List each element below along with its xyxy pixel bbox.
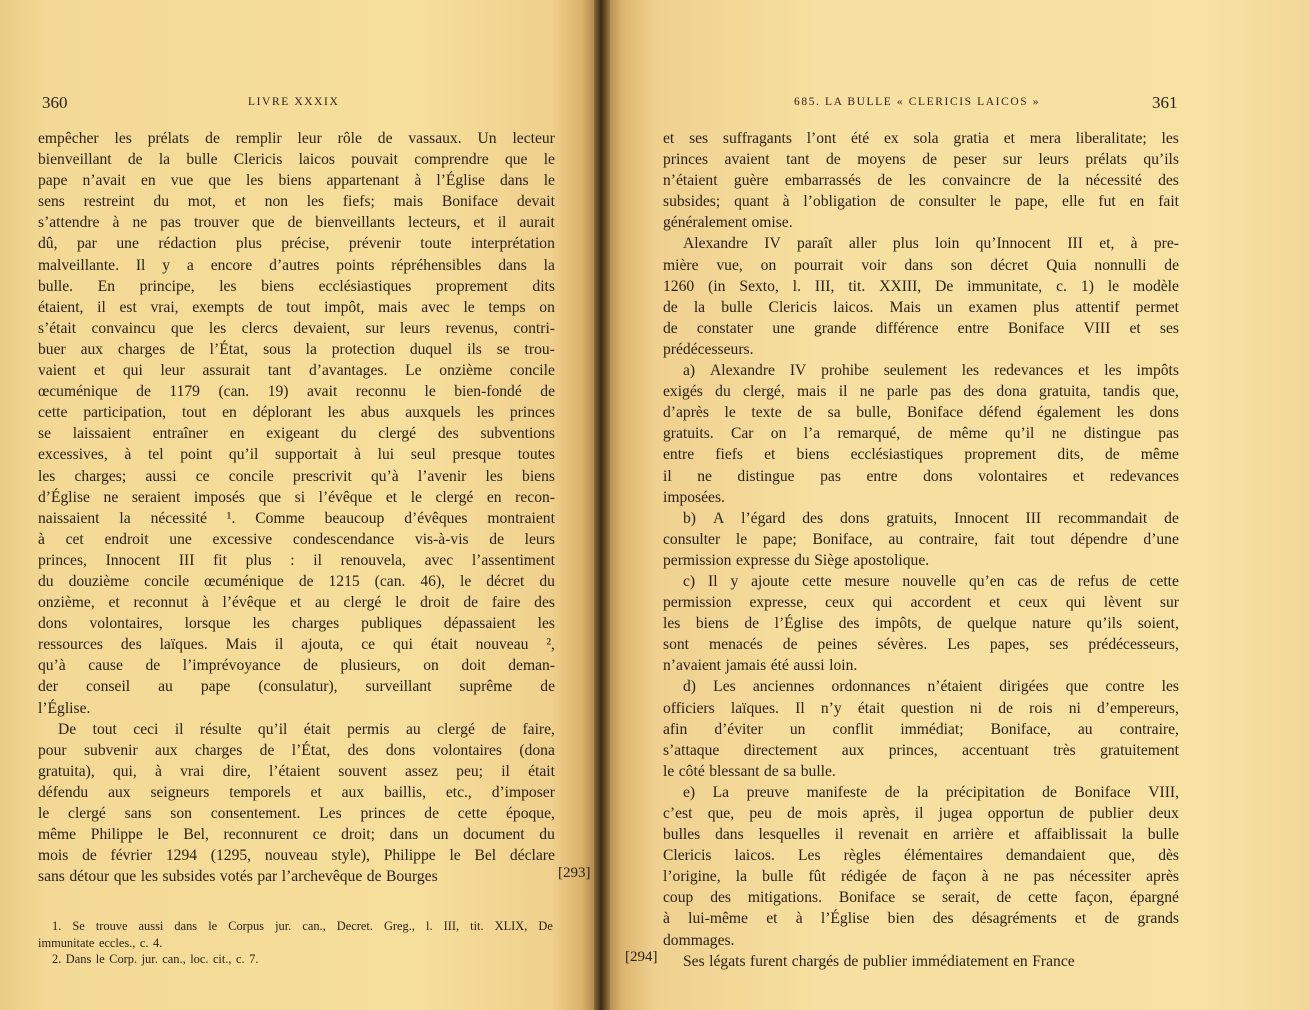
body-text	[663, 128, 1179, 972]
text-line: étaient, il est vrai, exempts de tout impôt, mais avec le temps on	[38, 298, 555, 316]
text-line: pour subvenir aux charges de l’État, des dons volontaires (dona	[38, 741, 555, 759]
text-line: défendu aux seigneurs temporels et aux baillis, etc., d’imposer	[38, 783, 555, 801]
text-line: généralement omise.	[663, 214, 793, 232]
text-line: imposées.	[663, 488, 725, 506]
text-line: à lui-même et à l’Église bien des désagréments et de grands	[663, 910, 1179, 928]
text-line: mière vue, on pourrait voir dans son décret Quia nonnulli de	[663, 256, 1179, 274]
text-line: subsides; quant à l’obligation de consulter le pape, elle fut en fait	[663, 193, 1179, 211]
text-line: bulles dans lesquelles il revenait en arrière et affaiblissait la bulle	[663, 826, 1179, 844]
left-page	[0, 0, 600, 1010]
text-line: onzième, et reconnut à l’évêque et au clergé le droit de faire des	[38, 594, 555, 612]
text-line: permission expresse du Siège apostolique.	[663, 551, 930, 569]
text-line: permission expresse, ceux qui accordent et ceux qui lèvent sur	[663, 594, 1179, 612]
text-line: 1. Se trouve aussi dans le Corpus jur. can., Decret. Greg., l. III, tit. XLIX, De	[52, 919, 553, 933]
text-line: œcuménique de 1179 (can. 19) avait reconnu le bien-fondé de	[38, 383, 555, 401]
page-number: 361	[1152, 93, 1178, 112]
text-line: exigés du clergé, mais il ne parle pas des dona gratuita, tandis que,	[663, 383, 1179, 401]
text-line: à cet endroit une excessive condescendance vis-à-vis de leurs	[38, 530, 555, 548]
text-line: ressources des laïques. Mais il ajouta, ce qui était nouveau ²,	[38, 636, 555, 654]
text-line: même Philippe le Bel, reconnurent ce droit; dans un document du	[38, 826, 555, 844]
text-line: il ne distingue pas entre dons volontaires et redevances	[663, 467, 1179, 485]
text-line: excessives, à tel point qu’il supportait à lui seul presque toutes	[38, 446, 555, 464]
text-line: 1260 (in Sexto, l. III, tit. XXIII, De immunitate, c. 1) le modèle	[663, 277, 1179, 295]
text-line: empêcher les prélats de remplir leur rôle de vassaux. Un lecteur	[38, 130, 555, 147]
running-head: 685. LA BULLE « CLERICIS LAICOS »	[794, 96, 1041, 108]
text-line: a) Alexandre IV prohibe seulement les redevances et les impôts	[683, 362, 1179, 380]
text-line: c) Il y ajoute cette mesure nouvelle qu’en cas de refus de cette	[683, 572, 1179, 590]
text-line: se laissaient entraîner en exigeant du clergé des subventions	[38, 425, 555, 443]
text-line: et ses suffragants l’ont été ex sola gratia et mera liberalitate; les	[663, 130, 1179, 147]
text-line: malveillante. Il y a encore d’autres points répréhensibles dans la	[38, 256, 555, 274]
text-line: Ses légats furent chargés de publier immédiatement en France	[683, 952, 1075, 970]
text-line: princes, Innocent III fit plus : il renouvela, avec l’assentiment	[38, 551, 555, 569]
text-line: bulle. En principe, les biens ecclésiastiques proprement dits	[38, 277, 555, 295]
text-line: prédécesseurs.	[663, 340, 754, 358]
text-line: naissaient la nécessité ¹. Comme beaucoup d’évêques montraient	[38, 509, 555, 527]
margin-reference: [294]	[625, 949, 658, 965]
text-line: immunitate eccles., c. 4.	[38, 935, 163, 950]
text-line: l’origine, la bulle fût rédigée de façon à ne pas nécessiter après	[663, 868, 1179, 886]
footnotes	[38, 918, 553, 968]
text-line: c’est que, peu de mois après, il jugea opportun de publier deux	[663, 805, 1179, 822]
text-line: dû, par une rédaction plus précise, prévenir toute interprétation	[38, 235, 555, 253]
margin-reference: [293]	[558, 865, 591, 881]
text-line: der conseil au pape (consulatur), surveillant suprême de	[38, 678, 555, 696]
body-text	[38, 128, 555, 887]
text-line: dommages.	[663, 931, 735, 949]
text-line: Alexandre IV paraît aller plus loin qu’Innocent III et, à pre-	[683, 235, 1179, 253]
right-page	[604, 0, 1309, 1010]
text-line: afin d’éviter un conflit immédiat; Boniface, au contraire,	[663, 720, 1179, 738]
text-line: s’attaque directement aux princes, accentuant très gratuitement	[663, 741, 1179, 759]
text-line: sens restreint du mot, et non les fiefs; mais Boniface devait	[38, 193, 555, 211]
text-line: e) La preuve manifeste de la précipitation de Boniface VIII,	[683, 783, 1179, 801]
text-line: entre fiefs et biens ecclésiastiques proprement dits, de même	[663, 446, 1179, 464]
text-line: de constater une grande différence entre Boniface VIII et ses	[663, 319, 1179, 337]
text-line: gratuits. Car on l’a remarqué, de même qu’il ne distingue pas	[663, 425, 1179, 443]
text-line: le côté blessant de sa bulle.	[663, 762, 836, 780]
text-line: pape n’avait en vue que les biens appartenant à l’Église dans le	[38, 172, 555, 190]
text-line: princes avaient tant de moyens de peser sur leurs prélats qu’ils	[663, 151, 1179, 169]
text-line: consulter le pape; Boniface, au contraire, fait tout dépendre d’une	[663, 530, 1179, 548]
text-line: de la bulle Clericis laicos. Mais un examen plus attentif permet	[663, 298, 1179, 316]
text-line: officiers laïques. Il n’y était question ni de rois ni d’empereurs,	[663, 699, 1179, 717]
text-line: bienveillant de la bulle Clericis laicos pouvait comprendre que le	[38, 151, 555, 169]
text-line: s’attendre à ne pas trouver que de bienveillants lecteurs, et il aurait	[38, 214, 555, 232]
text-line: vaient et qui leur assurait tant d’avantages. Le onzième concile	[38, 362, 555, 380]
text-line: Clericis laicos. Les règles élémentaires demandaient que, dès	[663, 847, 1179, 865]
text-line: qu’à cause de l’imprévoyance de plusieurs, on doit deman-	[38, 657, 555, 675]
text-line: les biens de l’Église des impôts, de quelque nature qu’ils soient,	[663, 615, 1179, 633]
text-line: les charges; aussi ce concile prescrivit qu’à l’avenir les biens	[38, 467, 555, 485]
text-line: b) A l’égard des dons gratuits, Innocent III recommandait de	[683, 509, 1179, 527]
text-line: d) Les anciennes ordonnances n’étaient dirigées que contre les	[683, 678, 1179, 696]
text-line: gratuita), qui, à vrai dire, l’étaient souvent assez peu; il était	[38, 762, 555, 780]
text-line: buer aux charges de l’État, sous la protection duquel ils se trou-	[38, 340, 555, 358]
text-line: coup des mitigations. Boniface se serait, de cette façon, épargné	[663, 889, 1179, 907]
text-line: d’Église ne seraient imposés que si l’évêque et le clergé en recon-	[38, 488, 555, 506]
text-line: 2. Dans le Corp. jur. can., loc. cit., c. 7.	[52, 952, 259, 966]
text-line: De tout ceci il résulte qu’il était permis au clergé de faire,	[58, 720, 555, 738]
text-line: mois de février 1294 (1295, nouveau style), Philippe le Bel déclare	[38, 847, 555, 865]
text-line: l’Église.	[38, 699, 91, 717]
text-line: n’étaient guère embarrassés de les convaincre de la nécessité des	[663, 172, 1179, 190]
text-line: du douzième concile œcuménique de 1215 (can. 46), le décret du	[38, 572, 555, 590]
page-number: 360	[42, 93, 68, 112]
text-line: sont menacés de peines sévères. Les papes, ses prédécesseurs,	[663, 636, 1179, 654]
text-line: le clergé sans son consentement. Les princes de cette époque,	[38, 805, 555, 822]
book-gutter	[594, 0, 610, 1010]
text-line: n’avaient jamais été aussi loin.	[663, 657, 858, 675]
text-line: sans détour que les subsides votés par l’archevêque de Bourges	[38, 868, 438, 886]
text-line: d’après le texte de sa bulle, Boniface défend également les dons	[663, 404, 1179, 422]
text-line: cette participation, tout en déplorant les abus auxquels les princes	[38, 404, 555, 422]
text-line: s’était convaincu que les clercs devaient, sur leurs revenus, contri-	[38, 319, 555, 337]
text-line: dons volontaires, lorsque les charges publiques dépassaient les	[38, 615, 555, 633]
running-head: LIVRE XXXIX	[248, 96, 340, 108]
